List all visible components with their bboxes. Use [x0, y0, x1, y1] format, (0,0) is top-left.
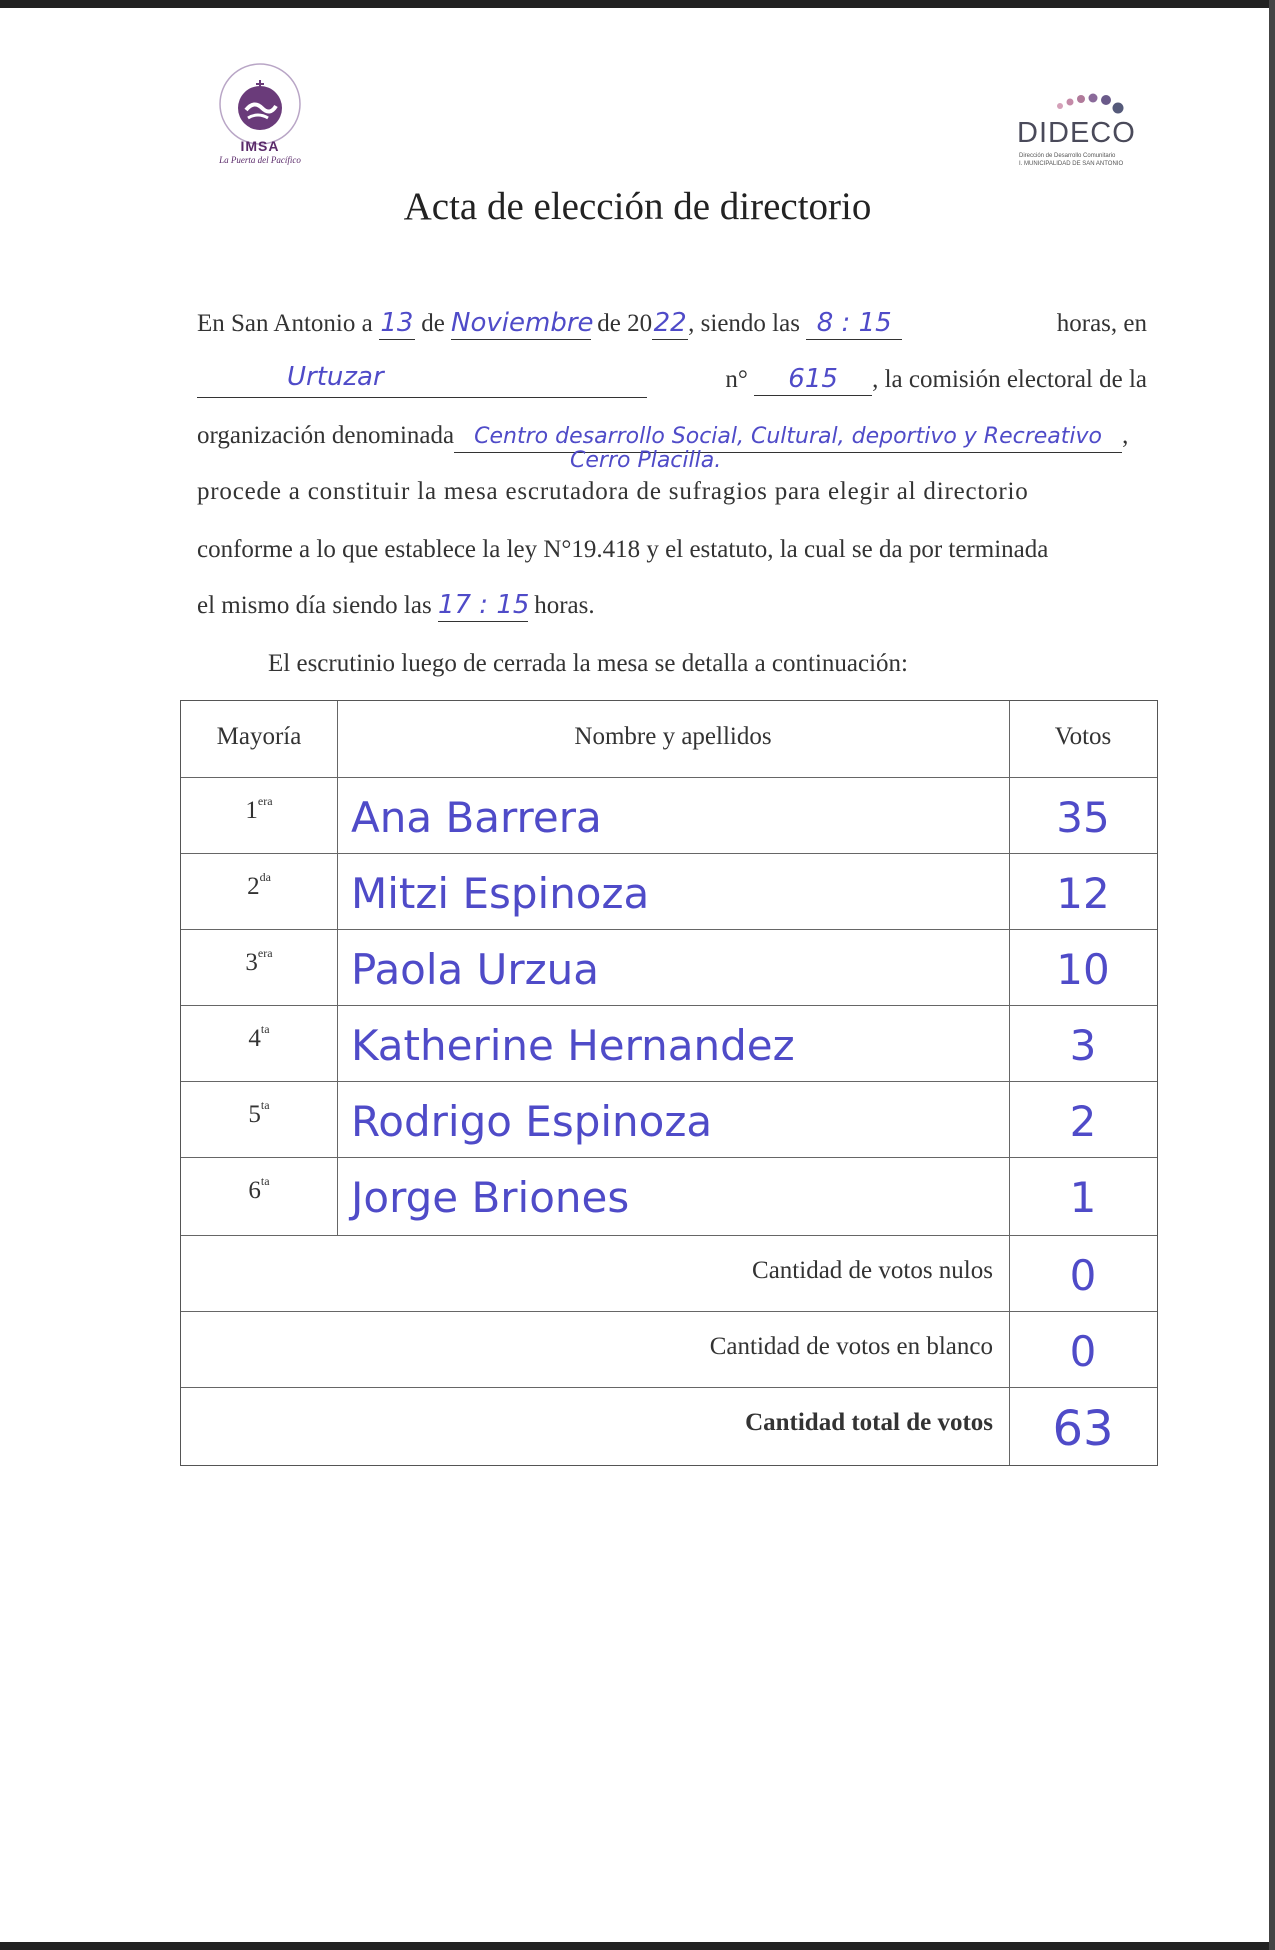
dideco-subtitle-2: I. MUNICIPALIDAD DE SAN ANTONIO — [1019, 161, 1124, 167]
candidate-votes: 3 — [1069, 1021, 1097, 1070]
year-value: 22 — [653, 308, 687, 338]
rank-suffix: era — [257, 945, 273, 960]
text-de-20: de 20 — [597, 310, 653, 337]
rank-suffix: ta — [260, 1021, 270, 1036]
paragraph-line-7 — [268, 646, 1218, 682]
text-segment — [725, 362, 1147, 398]
imsa-logo — [195, 62, 325, 172]
text-comma: , — [1122, 422, 1129, 449]
rank-suffix: ta — [260, 1173, 270, 1188]
blank-votes-value: 0 — [1069, 1327, 1097, 1376]
rank-number: 1 — [245, 797, 258, 824]
rank-number: 5 — [248, 1101, 261, 1128]
table-rule — [181, 1081, 1157, 1082]
imsa-emblem-icon — [218, 62, 302, 146]
table-rule — [181, 1235, 1157, 1236]
ballot-table — [180, 700, 1158, 1466]
scan-right-border — [1269, 0, 1275, 1950]
number-value: 615 — [788, 364, 838, 394]
text-segment — [197, 306, 902, 342]
day-value: 13 — [380, 308, 414, 338]
rank-suffix: ta — [260, 1097, 270, 1112]
year-field — [652, 308, 688, 340]
end-time-field — [438, 590, 528, 622]
rank-cell — [181, 1173, 337, 1205]
organization-line-2: Cerro Placilla. — [570, 448, 722, 473]
null-votes-label: Cantidad de votos nulos — [752, 1257, 993, 1284]
table-rule — [181, 929, 1157, 930]
rank-suffix: era — [257, 793, 273, 808]
candidate-name: Katherine Hernandez — [351, 1021, 795, 1070]
rank-cell — [181, 945, 337, 977]
null-votes-value: 0 — [1069, 1251, 1097, 1300]
document-title: Acta de elección de directorio — [403, 185, 872, 228]
day-field — [379, 308, 415, 340]
street-value: Urtuzar — [287, 362, 384, 392]
start-time-value: 8 : 15 — [816, 308, 892, 338]
month-field — [451, 308, 594, 340]
rank-cell — [181, 1021, 337, 1053]
paragraph-line-1 — [197, 306, 1147, 342]
header-name: Nombre y apellidos — [574, 723, 772, 750]
imsa-name: IMSA — [240, 138, 280, 154]
rank-suffix: da — [259, 869, 271, 884]
paragraph-line-2 — [197, 362, 1147, 398]
imsa-tagline: La Puerta del Pacífico — [219, 155, 301, 165]
text-mismo-dia: el mismo día siendo las — [197, 592, 432, 619]
rank-cell — [181, 869, 337, 901]
scan-top-border — [0, 0, 1275, 8]
scan-bottom-border — [0, 1942, 1275, 1950]
candidate-votes: 10 — [1056, 945, 1110, 994]
rank-number: 6 — [248, 1177, 261, 1204]
dideco-logo — [1010, 80, 1145, 170]
text-comision-electoral: , la comisión electoral de la — [872, 366, 1147, 393]
dideco-subtitle-1: Dirección de Desarrollo Comunitario — [1019, 153, 1116, 159]
paragraph-line-5 — [197, 532, 1147, 568]
table-rule — [337, 701, 338, 1235]
candidate-name: Mitzi Espinoza — [351, 869, 650, 918]
total-votes-label: Cantidad total de votos — [745, 1409, 993, 1436]
rank-number: 2 — [247, 873, 260, 900]
month-value: Noviembre — [451, 308, 594, 338]
text-en-san-antonio: En San Antonio a — [197, 310, 373, 337]
paragraph-line-4 — [197, 474, 1147, 510]
number-field — [754, 364, 872, 396]
candidate-name: Ana Barrera — [351, 793, 602, 842]
candidate-votes: 2 — [1069, 1097, 1097, 1146]
candidate-name: Jorge Briones — [351, 1173, 630, 1222]
header-votes: Votos — [1054, 723, 1112, 750]
candidate-name: Rodrigo Espinoza — [351, 1097, 713, 1146]
text-numero: n° — [725, 366, 748, 393]
text-procede: procede a constituir la mesa escrutadora de sufragios para elegir al directorio — [197, 478, 1029, 505]
table-rule — [181, 1157, 1157, 1158]
table-rule — [181, 777, 1157, 778]
blank-votes-label: Cantidad de votos en blanco — [709, 1333, 993, 1360]
total-votes-value: 63 — [1052, 1401, 1114, 1457]
candidate-name: Paola Urzua — [351, 945, 600, 994]
rank-cell — [181, 793, 337, 825]
organization-value: Centro desarrollo Social, Cultural, deportivo y Recreativo — [474, 424, 1103, 449]
text-conforme: conforme a lo que establece la ley N°19.418 y el estatuto, la cual se da por terminada — [197, 536, 1049, 563]
dideco-name: DIDECO — [1017, 117, 1136, 149]
paragraph-line-6 — [197, 588, 1147, 624]
table-rule — [181, 1005, 1157, 1006]
table-rule — [181, 1311, 1157, 1312]
table-rule — [181, 1387, 1157, 1388]
rank-cell — [181, 1097, 337, 1129]
dideco-dots-icon — [1050, 88, 1150, 118]
text-siendo-las: , siendo las — [688, 310, 800, 337]
street-field — [197, 362, 647, 398]
header-rank: Mayoría — [216, 723, 302, 750]
text-horas-en: horas, en — [1056, 310, 1147, 337]
organization-field — [454, 421, 1122, 453]
rank-number: 3 — [245, 949, 258, 976]
text-escrutinio: El escrutinio luego de cerrada la mesa se detalla a continuación: — [268, 650, 909, 677]
text-horas: horas. — [534, 592, 595, 619]
table-rule — [181, 853, 1157, 854]
candidate-votes: 1 — [1069, 1173, 1097, 1222]
text-organizacion-denominada: organización denominada — [197, 422, 455, 449]
start-time-field — [806, 308, 902, 340]
candidate-votes: 12 — [1056, 869, 1110, 918]
candidate-votes: 35 — [1056, 793, 1110, 842]
text-de: de — [421, 310, 445, 337]
end-time-value: 17 : 15 — [437, 590, 530, 620]
rank-number: 4 — [248, 1025, 261, 1052]
